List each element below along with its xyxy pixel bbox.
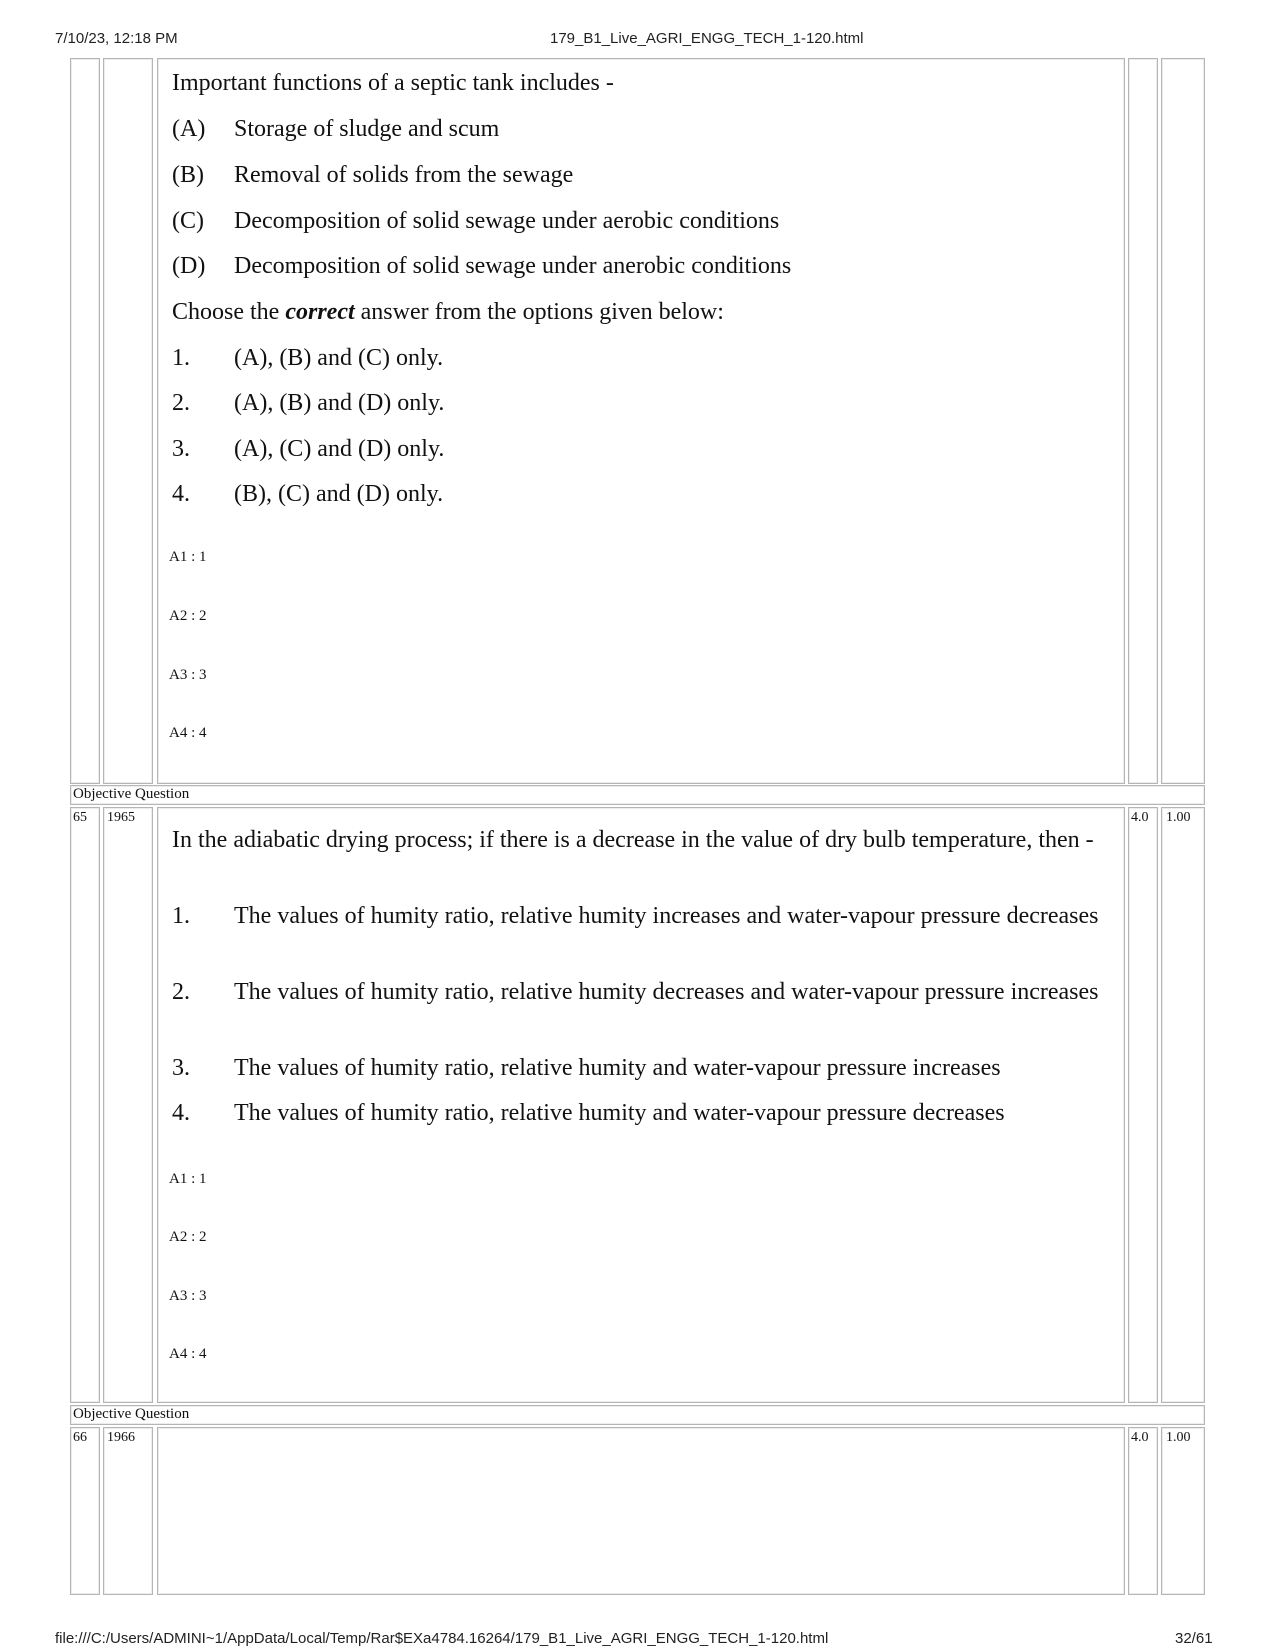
question-serial: 66 bbox=[73, 1430, 87, 1445]
question-marks: 4.0 bbox=[1131, 810, 1149, 825]
statement-label: (B) bbox=[172, 162, 204, 188]
option-text: The values of humity ratio, relative humity and water-vapour pressure increases bbox=[234, 1055, 1001, 1081]
statement-label: (C) bbox=[172, 208, 204, 234]
option-text: (A), (B) and (D) only. bbox=[234, 390, 445, 416]
q66-qid-cell bbox=[103, 1427, 153, 1595]
print-page-number: 32/61 bbox=[1175, 1630, 1213, 1647]
q65-answer-key: A2 : 2 bbox=[169, 1229, 207, 1245]
q66-neg-cell bbox=[1161, 1427, 1205, 1595]
option-text: (B), (C) and (D) only. bbox=[234, 481, 444, 507]
statement-text: Removal of solids from the sewage bbox=[234, 162, 574, 188]
q64-qid-cell bbox=[103, 58, 153, 784]
section-label: Objective Question bbox=[73, 786, 190, 802]
print-doc-title: 179_B1_Live_AGRI_ENGG_TECH_1-120.html bbox=[550, 30, 864, 47]
print-datetime: 7/10/23, 12:18 PM bbox=[55, 30, 178, 47]
q64-sno-cell bbox=[70, 58, 100, 784]
question-marks: 4.0 bbox=[1131, 1430, 1149, 1445]
instruction-emphasis: correct bbox=[285, 299, 355, 325]
option-number: 3. bbox=[172, 1055, 190, 1081]
statement-label: (D) bbox=[172, 253, 206, 279]
question-id: 1965 bbox=[107, 810, 135, 825]
q64-answer-key: A2 : 2 bbox=[169, 608, 207, 624]
q65-stem: In the adiabatic drying process; if there is a decrease in the value of dry bulb temperature, then - bbox=[172, 827, 1094, 853]
q64-answer-key: A1 : 1 bbox=[169, 549, 207, 565]
print-file-path: file:///C:/Users/ADMINI~1/AppData/Local/Temp/Rar$EXa4784.16264/179_B1_Live_AGRI_ENGG_TECH_1-120.html bbox=[55, 1630, 829, 1647]
statement-text: Decomposition of solid sewage under anerobic conditions bbox=[234, 253, 792, 279]
statement-text: Storage of sludge and scum bbox=[234, 116, 500, 142]
question-negative-marks: 1.00 bbox=[1166, 1430, 1191, 1445]
q64-answer-key: A4 : 4 bbox=[169, 725, 207, 741]
q66-body-cell bbox=[157, 1427, 1125, 1595]
q65-sno-cell bbox=[70, 807, 100, 1403]
q65-answer-key: A1 : 1 bbox=[169, 1171, 207, 1187]
q64-stem: Important functions of a septic tank includes - bbox=[172, 70, 614, 96]
q66-sno-cell bbox=[70, 1427, 100, 1595]
section-label-bar bbox=[70, 785, 1205, 805]
q65-marks-cell bbox=[1128, 807, 1158, 1403]
q64-instruction bbox=[172, 297, 1100, 328]
statement-text: Decomposition of solid sewage under aerobic conditions bbox=[234, 208, 780, 234]
instruction-pre: Choose the bbox=[172, 299, 286, 325]
q66-marks-cell bbox=[1128, 1427, 1158, 1595]
option-text: The values of humity ratio, relative humity increases and water-vapour pressure decreases bbox=[234, 903, 1099, 929]
section-label: Objective Question bbox=[73, 1406, 190, 1422]
question-serial: 65 bbox=[73, 810, 87, 825]
question-id: 1966 bbox=[107, 1430, 135, 1445]
statement-label: (A) bbox=[172, 116, 206, 142]
option-number: 2. bbox=[172, 390, 190, 416]
option-number: 4. bbox=[172, 1100, 190, 1126]
question-negative-marks: 1.00 bbox=[1166, 810, 1191, 825]
q65-answer-key: A4 : 4 bbox=[169, 1346, 207, 1362]
q65-neg-cell bbox=[1161, 807, 1205, 1403]
q65-qid-cell bbox=[103, 807, 153, 1403]
option-text: (A), (C) and (D) only. bbox=[234, 436, 445, 462]
option-number: 3. bbox=[172, 436, 190, 462]
option-number: 1. bbox=[172, 345, 190, 371]
q64-marks-cell bbox=[1128, 58, 1158, 784]
q64-answer-key: A3 : 3 bbox=[169, 667, 207, 683]
option-number: 4. bbox=[172, 481, 190, 507]
option-text: (A), (B) and (C) only. bbox=[234, 345, 444, 371]
option-text: The values of humity ratio, relative humity decreases and water-vapour pressure increases bbox=[234, 979, 1099, 1005]
instruction-post: answer from the options given below: bbox=[354, 299, 724, 325]
option-number: 2. bbox=[172, 979, 190, 1005]
q65-answer-key: A3 : 3 bbox=[169, 1288, 207, 1304]
q64-neg-cell bbox=[1161, 58, 1205, 784]
section-label-bar bbox=[70, 1405, 1205, 1425]
option-text: The values of humity ratio, relative humity and water-vapour pressure decreases bbox=[234, 1100, 1005, 1126]
option-number: 1. bbox=[172, 903, 190, 929]
